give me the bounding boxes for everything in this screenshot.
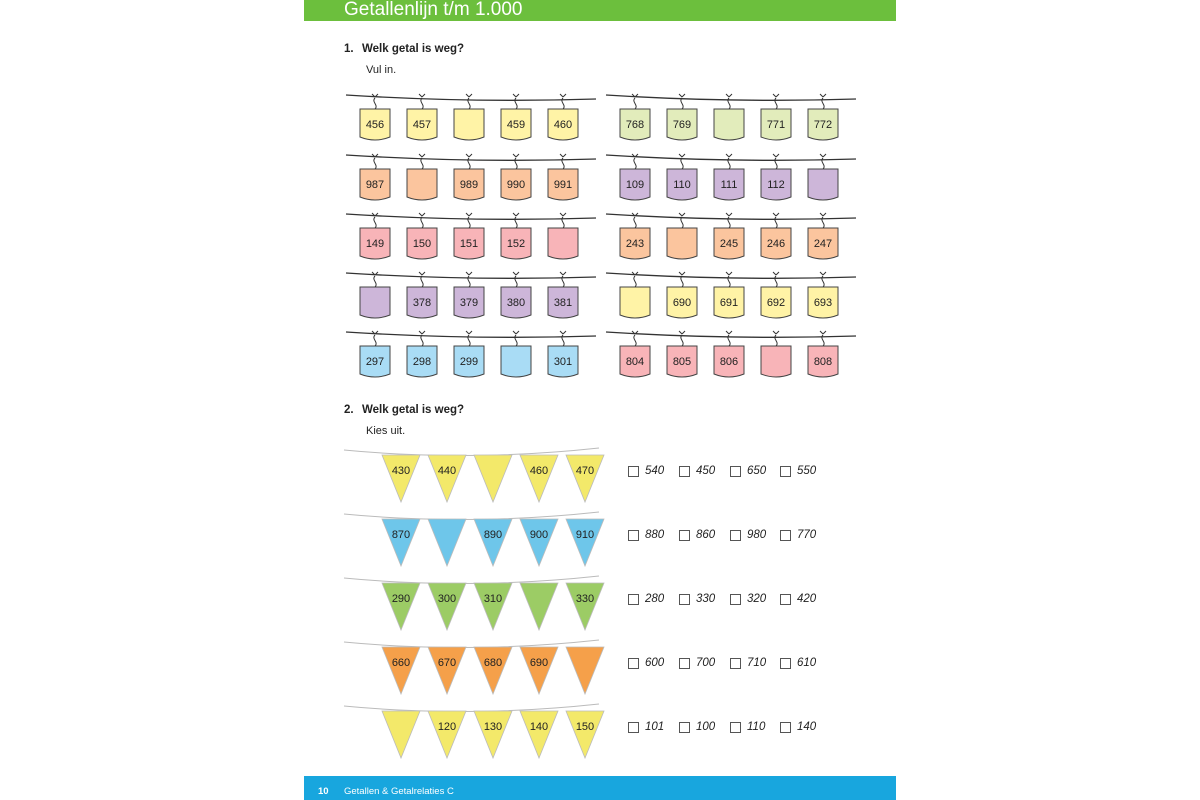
card-number: 247 xyxy=(813,238,833,250)
card-string xyxy=(421,98,423,109)
flag-number: 900 xyxy=(529,529,549,541)
card-peg xyxy=(560,213,566,216)
flag-number: 690 xyxy=(529,657,549,669)
card-peg xyxy=(679,331,685,334)
number-card xyxy=(548,228,578,259)
card-number: 459 xyxy=(506,119,526,131)
card-peg xyxy=(419,213,425,216)
card-peg xyxy=(513,94,519,97)
pennant-flag xyxy=(474,711,512,758)
question-1-instruction: Vul in. xyxy=(366,64,397,76)
question-1-number: 1. xyxy=(344,43,354,55)
flag-number: 870 xyxy=(391,529,411,541)
card-number: 149 xyxy=(365,238,385,250)
card-string xyxy=(775,276,777,287)
card-peg xyxy=(820,331,826,334)
card-string xyxy=(681,98,683,109)
card-peg xyxy=(773,272,779,275)
answer-option[interactable] xyxy=(679,529,715,541)
answer-option[interactable] xyxy=(679,657,715,669)
number-card xyxy=(407,169,437,200)
card-number: 805 xyxy=(672,356,692,368)
option-label: 420 xyxy=(797,593,817,605)
option-checkbox[interactable] xyxy=(628,658,639,669)
option-checkbox[interactable] xyxy=(679,530,690,541)
card-peg xyxy=(726,94,732,97)
flag-number: 440 xyxy=(437,465,457,477)
flag-number: 330 xyxy=(575,593,595,605)
clothesline xyxy=(606,273,856,278)
flag-number: 460 xyxy=(529,465,549,477)
card-number: 987 xyxy=(365,179,385,191)
pennant-flag xyxy=(520,583,558,630)
clothesline xyxy=(346,95,596,100)
flag-number: 150 xyxy=(575,721,595,733)
option-label: 320 xyxy=(747,593,767,605)
pennant-flag xyxy=(474,519,512,566)
card-string xyxy=(515,98,517,109)
card-number: 243 xyxy=(625,238,645,250)
card-number: 990 xyxy=(506,179,526,191)
card-number: 111 xyxy=(720,179,738,191)
clothesline xyxy=(606,332,856,337)
option-label: 610 xyxy=(797,657,817,669)
card-string xyxy=(421,335,423,346)
option-label: 330 xyxy=(696,593,716,605)
card-peg xyxy=(726,272,732,275)
card-number: 151 xyxy=(459,238,479,250)
option-checkbox[interactable] xyxy=(628,594,639,605)
question-2-number: 2. xyxy=(344,404,354,416)
option-checkbox[interactable] xyxy=(628,722,639,733)
card-number: 772 xyxy=(813,119,833,131)
pennant-flag xyxy=(382,583,420,630)
option-checkbox[interactable] xyxy=(780,594,791,605)
number-card xyxy=(360,287,390,318)
option-checkbox[interactable] xyxy=(730,594,741,605)
card-number: 380 xyxy=(506,297,526,309)
book-title: Getallen & Getalrelaties C xyxy=(344,786,454,797)
card-number: 768 xyxy=(625,119,645,131)
card-string xyxy=(775,217,777,228)
answer-option[interactable] xyxy=(780,721,816,733)
answer-option[interactable] xyxy=(730,721,765,733)
option-label: 650 xyxy=(747,465,767,477)
card-string xyxy=(634,98,636,109)
card-string xyxy=(421,276,423,287)
card-string xyxy=(775,335,777,346)
pennant-flag xyxy=(382,519,420,566)
card-string xyxy=(775,98,777,109)
option-label: 980 xyxy=(747,529,767,541)
card-number: 692 xyxy=(766,297,786,309)
answer-option[interactable] xyxy=(628,721,664,733)
card-number: 456 xyxy=(365,119,385,131)
card-number: 769 xyxy=(672,119,692,131)
card-string xyxy=(374,217,376,228)
option-checkbox[interactable] xyxy=(679,594,690,605)
answer-option[interactable] xyxy=(730,529,766,541)
option-label: 280 xyxy=(645,593,665,605)
option-label: 700 xyxy=(696,657,716,669)
clothesline xyxy=(346,273,596,278)
pennant-flag xyxy=(566,711,604,758)
pennant-flag xyxy=(566,647,604,694)
card-peg xyxy=(513,213,519,216)
option-checkbox[interactable] xyxy=(679,722,690,733)
option-label: 550 xyxy=(797,465,817,477)
card-number: 460 xyxy=(553,119,573,131)
answer-option[interactable] xyxy=(628,593,664,605)
number-card xyxy=(667,228,697,259)
card-peg xyxy=(726,213,732,216)
answer-option[interactable] xyxy=(679,593,715,605)
option-label: 450 xyxy=(696,465,716,477)
answer-option[interactable] xyxy=(628,657,664,669)
card-peg xyxy=(513,272,519,275)
flag-number: 470 xyxy=(575,465,595,477)
pennant-flag xyxy=(474,583,512,630)
option-label: 110 xyxy=(747,721,766,733)
footer-bar xyxy=(304,776,896,800)
card-number: 378 xyxy=(412,297,432,309)
pennant-flag xyxy=(566,455,604,502)
number-card xyxy=(454,109,484,140)
card-number: 771 xyxy=(766,119,786,131)
answer-option[interactable] xyxy=(780,529,816,541)
flag-number: 890 xyxy=(483,529,503,541)
flag-number: 130 xyxy=(483,721,503,733)
pennant-flag xyxy=(474,455,512,502)
pennant-flag xyxy=(428,519,466,566)
option-checkbox[interactable] xyxy=(780,530,791,541)
option-label: 710 xyxy=(747,657,767,669)
option-label: 140 xyxy=(797,721,817,733)
number-card xyxy=(714,109,744,140)
answer-option[interactable] xyxy=(780,657,816,669)
card-number: 301 xyxy=(553,356,573,368)
card-peg xyxy=(560,154,566,157)
option-checkbox[interactable] xyxy=(730,722,741,733)
card-string xyxy=(681,158,683,169)
bunting-line xyxy=(344,640,599,648)
option-checkbox[interactable] xyxy=(780,722,791,733)
card-number: 693 xyxy=(813,297,833,309)
option-label: 880 xyxy=(645,529,665,541)
card-peg xyxy=(419,94,425,97)
card-string xyxy=(634,335,636,346)
pennant-flag xyxy=(382,455,420,502)
flag-number: 670 xyxy=(437,657,457,669)
pennant-flag xyxy=(520,455,558,502)
bunting-line xyxy=(344,448,599,456)
card-peg xyxy=(820,213,826,216)
card-peg xyxy=(560,272,566,275)
card-peg xyxy=(820,94,826,97)
card-peg xyxy=(726,331,732,334)
card-string xyxy=(374,276,376,287)
pennant-flag xyxy=(428,647,466,694)
card-string xyxy=(421,158,423,169)
answer-option[interactable] xyxy=(679,721,715,733)
card-number: 808 xyxy=(813,356,833,368)
option-checkbox[interactable] xyxy=(780,466,791,477)
option-checkbox[interactable] xyxy=(679,658,690,669)
card-peg xyxy=(773,154,779,157)
card-string xyxy=(681,276,683,287)
flag-number: 660 xyxy=(391,657,411,669)
card-string xyxy=(634,217,636,228)
clothesline xyxy=(606,214,856,219)
card-number: 804 xyxy=(625,356,645,368)
option-label: 101 xyxy=(645,721,665,733)
option-label: 100 xyxy=(696,721,716,733)
card-number: 691 xyxy=(719,297,739,309)
card-peg xyxy=(419,331,425,334)
flag-number: 680 xyxy=(483,657,503,669)
card-peg xyxy=(466,213,472,216)
card-number: 989 xyxy=(459,179,479,191)
answer-option[interactable] xyxy=(730,593,766,605)
option-label: 860 xyxy=(696,529,716,541)
card-number: 298 xyxy=(412,356,432,368)
card-peg xyxy=(679,154,685,157)
clothesline xyxy=(346,214,596,219)
card-string xyxy=(515,276,517,287)
card-peg xyxy=(466,272,472,275)
card-number: 457 xyxy=(412,119,432,131)
pennant-flag xyxy=(566,519,604,566)
option-checkbox[interactable] xyxy=(780,658,791,669)
card-number: 112 xyxy=(767,179,785,191)
option-checkbox[interactable] xyxy=(730,658,741,669)
card-number: 246 xyxy=(766,238,786,250)
card-peg xyxy=(679,94,685,97)
card-number: 991 xyxy=(553,179,573,191)
page-number: 10 xyxy=(318,786,329,797)
option-checkbox[interactable] xyxy=(679,466,690,477)
card-number: 806 xyxy=(719,356,739,368)
card-string xyxy=(515,158,517,169)
bunting-line xyxy=(344,576,599,584)
card-string xyxy=(374,98,376,109)
clothesline xyxy=(346,155,596,160)
option-checkbox[interactable] xyxy=(730,466,741,477)
number-card xyxy=(761,346,791,377)
option-label: 540 xyxy=(645,465,665,477)
bunting-line xyxy=(344,512,599,520)
question-1-title: Welk getal is weg? xyxy=(362,43,465,55)
pennant-flag xyxy=(520,647,558,694)
card-peg xyxy=(560,331,566,334)
card-peg xyxy=(513,331,519,334)
flag-number: 910 xyxy=(575,529,595,541)
number-card xyxy=(808,169,838,200)
card-string xyxy=(374,335,376,346)
answer-option[interactable] xyxy=(730,465,766,477)
answer-option[interactable] xyxy=(780,593,816,605)
number-card xyxy=(501,346,531,377)
card-string xyxy=(374,158,376,169)
card-peg xyxy=(726,154,732,157)
option-checkbox[interactable] xyxy=(628,530,639,541)
card-number: 109 xyxy=(625,179,645,191)
card-number: 299 xyxy=(459,356,479,368)
card-peg xyxy=(560,94,566,97)
option-label: 600 xyxy=(645,657,665,669)
card-string xyxy=(681,335,683,346)
card-peg xyxy=(773,331,779,334)
pennant-flag xyxy=(566,583,604,630)
flag-number: 290 xyxy=(391,593,411,605)
pennant-flag xyxy=(428,455,466,502)
bunting-line xyxy=(344,704,599,712)
card-string xyxy=(681,217,683,228)
card-string xyxy=(515,217,517,228)
clothesline xyxy=(346,332,596,337)
card-peg xyxy=(820,154,826,157)
pennant-flag xyxy=(382,647,420,694)
card-number: 110 xyxy=(673,179,691,191)
option-checkbox[interactable] xyxy=(628,466,639,477)
flag-number: 310 xyxy=(483,593,503,605)
card-number: 381 xyxy=(553,297,573,309)
clothesline xyxy=(606,155,856,160)
card-peg xyxy=(466,94,472,97)
card-peg xyxy=(679,213,685,216)
page-title: Getallenlijn t/m 1.000 xyxy=(344,0,523,20)
card-peg xyxy=(419,154,425,157)
card-number: 297 xyxy=(365,356,385,368)
flag-number: 300 xyxy=(437,593,457,605)
card-number: 379 xyxy=(459,297,479,309)
card-string xyxy=(515,335,517,346)
option-checkbox[interactable] xyxy=(730,530,741,541)
answer-option[interactable] xyxy=(780,465,816,477)
answer-option[interactable] xyxy=(628,465,664,477)
pennant-flag xyxy=(428,711,466,758)
flag-number: 430 xyxy=(391,465,411,477)
pennant-flag xyxy=(428,583,466,630)
answer-option[interactable] xyxy=(628,529,664,541)
flag-number: 140 xyxy=(529,721,549,733)
card-string xyxy=(421,217,423,228)
card-peg xyxy=(466,154,472,157)
card-peg xyxy=(773,213,779,216)
card-number: 690 xyxy=(672,297,692,309)
option-label: 770 xyxy=(797,529,817,541)
card-number: 150 xyxy=(412,238,432,250)
clothesline xyxy=(606,95,856,100)
flag-number: 120 xyxy=(437,721,457,733)
pennant-flag xyxy=(382,711,420,758)
card-string xyxy=(634,276,636,287)
pennant-flag xyxy=(520,711,558,758)
card-peg xyxy=(773,94,779,97)
pennant-flag xyxy=(474,647,512,694)
card-peg xyxy=(679,272,685,275)
card-string xyxy=(775,158,777,169)
question-2-title: Welk getal is weg? xyxy=(362,404,465,416)
card-peg xyxy=(419,272,425,275)
answer-option[interactable] xyxy=(730,657,766,669)
card-number: 152 xyxy=(506,238,526,250)
question-2-instruction: Kies uit. xyxy=(366,425,406,437)
card-peg xyxy=(513,154,519,157)
pennant-flag xyxy=(520,519,558,566)
number-card xyxy=(620,287,650,318)
answer-option[interactable] xyxy=(679,465,715,477)
card-number: 245 xyxy=(719,238,739,250)
card-peg xyxy=(820,272,826,275)
card-string xyxy=(634,158,636,169)
card-peg xyxy=(466,331,472,334)
worksheet-page xyxy=(304,0,896,800)
